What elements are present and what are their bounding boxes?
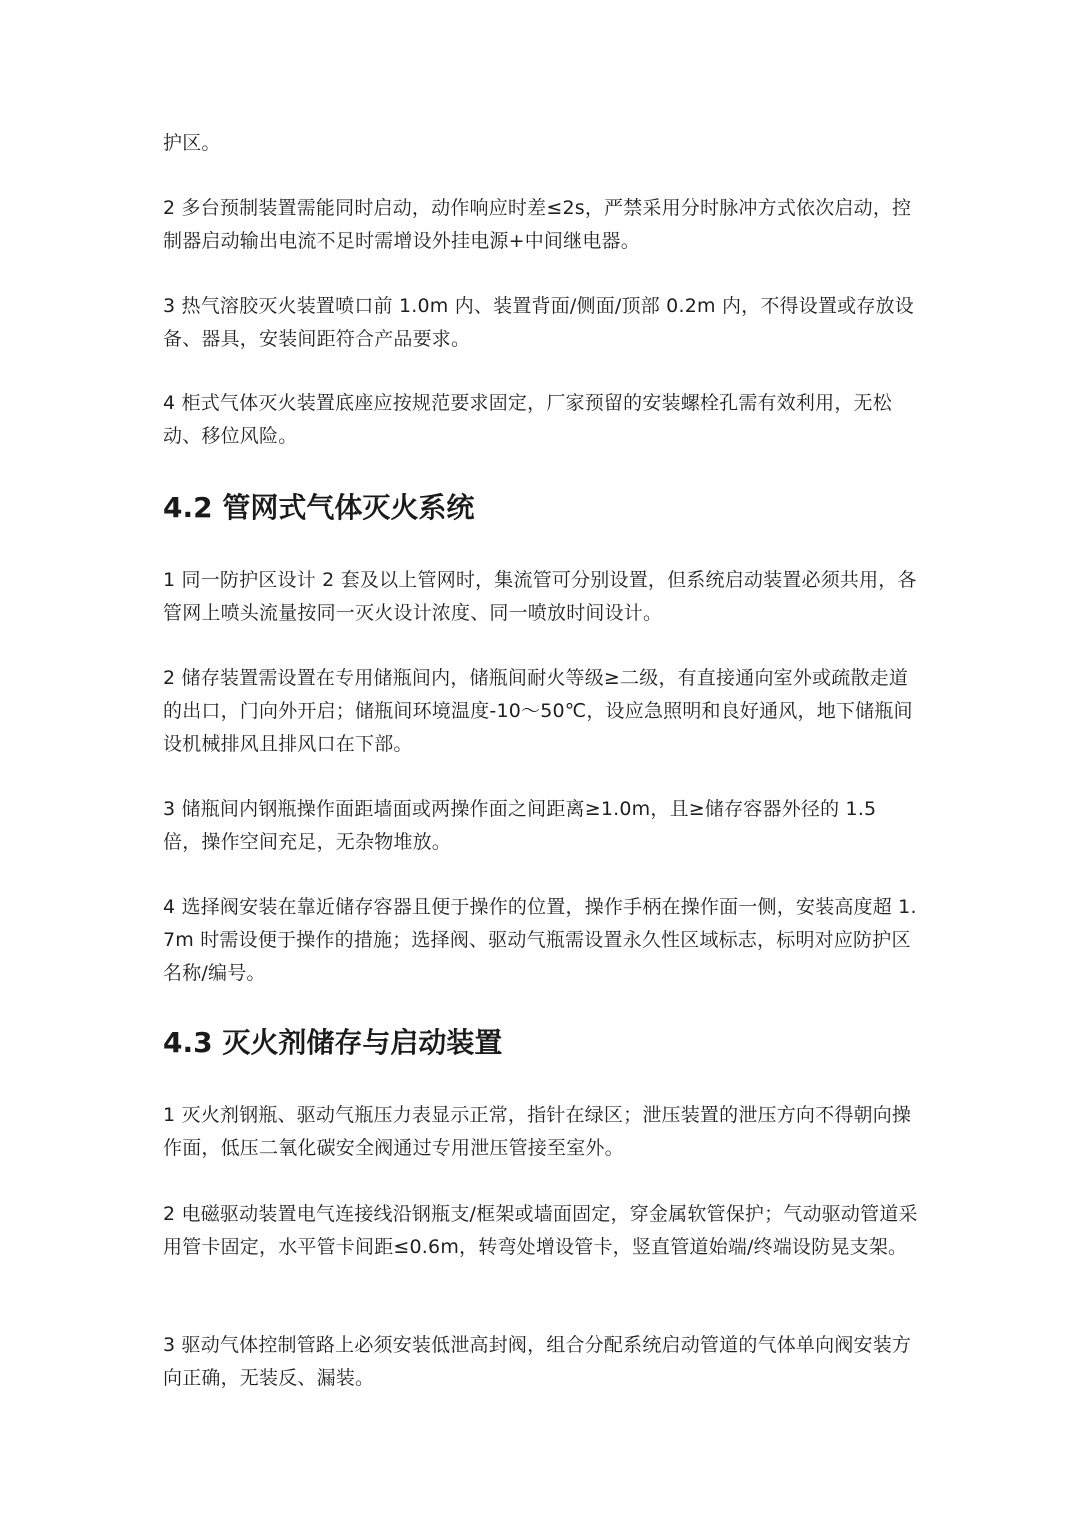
paragraph-4-2-item-3: 3 储瓶间内钢瓶操作面距墙面或两操作面之间距离≥1.0m，且≥储存容器外径的 1.5 倍，操作空间充足，无杂物堆放。: [163, 798, 877, 853]
paragraph-4-1-item-3: 3 热气溶胶灭火装置喷口前 1.0m 内、装置背面/侧面/顶部 0.2m 内，不得设置或存放设备、器具，安装间距符合产品要求。: [163, 295, 914, 350]
paragraph-4-3-item-1: 1 灭火剂钢瓶、驱动气瓶压力表显示正常，指针在绿区；泄压装置的泄压方向不得朝向操作面，低压二氧化碳安全阀通过专用泄压管接至室外。: [163, 1104, 912, 1159]
paragraph-4-2-item-2: 2 储存装置需设置在专用储瓶间内，储瓶间耐火等级≥二级，有直接通向室外或疏散走道的出口，门向外开启；储瓶间环境温度-10～50℃，设应急照明和良好通风，地下储瓶间设机械排风且排风口在下部。: [163, 667, 913, 755]
section-heading-4-2: 4.2 管网式气体灭火系统: [163, 491, 475, 524]
section-heading-4-3: 4.3 灭火剂储存与启动装置: [163, 1026, 503, 1059]
paragraph-4-3-item-3: 3 驱动气体控制管路上必须安装低泄高封阀，组合分配系统启动管道的气体单向阀安装方向正确，无装反、漏装。: [163, 1334, 912, 1389]
paragraph-4-1-item-4: 4 柜式气体灭火装置底座应按规范要求固定，厂家预留的安装螺栓孔需有效利用，无松动、移位风险。: [163, 392, 892, 447]
paragraph-4-3-item-2: 2 电磁驱动装置电气连接线沿钢瓶支/框架或墙面固定，穿金属软管保护；气动驱动管道采用管卡固定，水平管卡间距≤0.6m，转弯处增设管卡，竖直管道始端/终端设防晃支架。: [163, 1203, 918, 1258]
paragraph-4-2-item-4: 4 选择阀安装在靠近储存容器且便于操作的位置，操作手柄在操作面一侧，安装高度超 1.7m 时需设便于操作的措施；选择阀、驱动气瓶需设置永久性区域标志，标明对应防护区名称/编号。: [163, 896, 917, 984]
paragraph-4-2-item-1: 1 同一防护区设计 2 套及以上管网时，集流管可分别设置，但系统启动装置必须共用，各管网上喷头流量按同一灭火设计浓度、同一喷放时间设计。: [163, 569, 917, 624]
paragraph-continuation: 护区。: [163, 132, 221, 154]
paragraph-4-1-item-2: 2 多台预制装置需能同时启动，动作响应时差≤2s，严禁采用分时脉冲方式依次启动，控制器启动输出电流不足时需增设外挂电源+中间继电器。: [163, 197, 912, 252]
